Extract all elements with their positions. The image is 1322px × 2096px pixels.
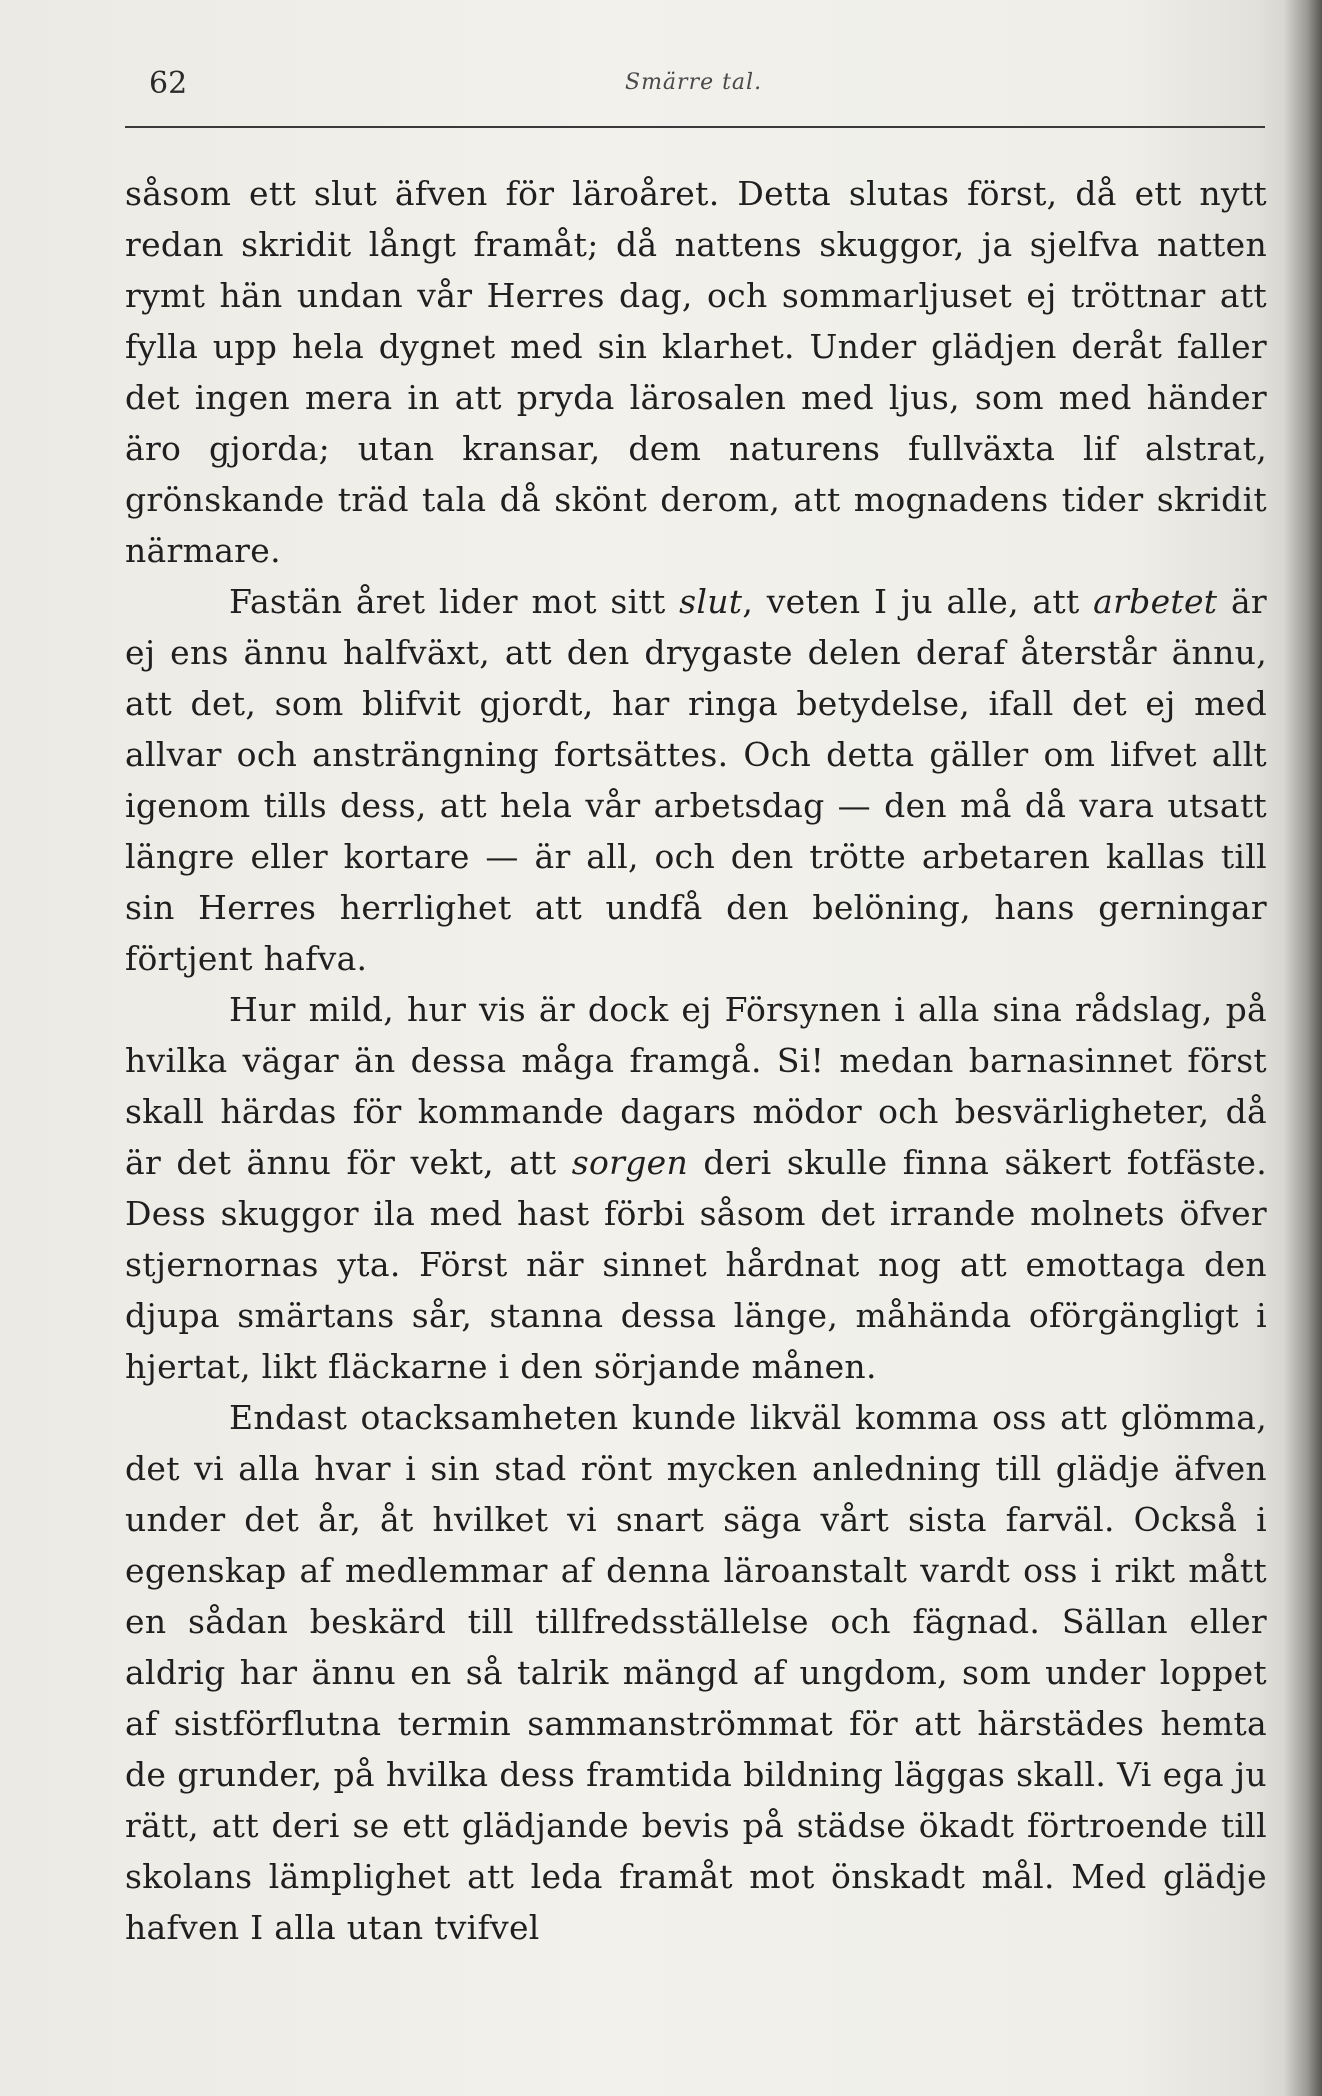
page-header: [125, 66, 1265, 106]
italic-word: slut: [679, 582, 743, 621]
text-segment: är ej ens ännu halfväxt, att den drygaste delen deraf återstår ännu, att det, som blifvit gjordt, har ringa betydelse, ifall det ej med allvar och ansträngning fortsättes. Och detta gäller om lifvet allt igenom tills dess, att hela vår arbetsdag — den må då vara utsatt längre eller kortare — är all, och den trötte arbetaren kallas till sin Herres herrlighet att undfå den belöning, hans gerningar förtjent hafva.: [125, 582, 1267, 978]
text-segment: deri skulle finna säkert fotfäste. Dess skuggor ila med hast förbi såsom det irrande molnets öfver stjernornas yta. Först när sinnet hårdnat nog att emottaga den djupa smärtans sår, stanna dessa länge, måhända oförgängligt i hjertat, likt fläckarne i den sörjande månen.: [125, 1143, 1267, 1386]
page-number: 62: [149, 66, 188, 101]
text-segment: , veten I ju alle, att: [742, 582, 1094, 621]
text-segment: Fastän året lider mot sitt: [229, 582, 680, 621]
italic-word: sorgen: [571, 1143, 689, 1182]
body-text: [125, 168, 1267, 1953]
running-head: Smärre tal.: [625, 70, 763, 95]
paragraph: [125, 168, 1267, 576]
text-segment: såsom ett slut äfven för läroåret. Detta slutas först, då ett nytt redan skridit långt framåt; då nattens skuggor, ja sjelfva natten rymt hän undan vår Herres dag, och sommarljuset ej tröttnar att fylla upp hela dygnet med sin klarhet. Under glädjen deråt faller det ingen mera in att pryda lärosalen med ljus, som med händer äro gjorda; utan kransar, dem naturens fullväxta lif alstrat, grönskande träd tala då skönt derom, att mognadens tider skridit närmare.: [125, 174, 1267, 570]
header-rule: [125, 126, 1265, 128]
spine-shadow: [1284, 0, 1322, 2096]
paragraph: [125, 1392, 1267, 1953]
text-segment: Endast otacksamheten kunde likväl komma oss att glömma, det vi alla hvar i sin stad rönt mycken anledning till glädje äfven under det år, åt hvilket vi snart säga vårt sista farväl. Också i egenskap af medlemmar af denna läroanstalt vardt oss i rikt mått en sådan beskärd till tillfredsställelse och fägnad. Sällan eller aldrig har ännu en så talrik mängd af ungdom, som under loppet af sistförflutna termin sammanströmmat för att härstädes hemta de grunder, på hvilka dess framtida bildning läggas skall. Vi ega ju rätt, att deri se ett glädjande bevis på städse ökadt förtroende till skolans lämplighet att leda framåt mot önskadt mål. Med glädje hafven I alla utan tvifvel: [125, 1398, 1267, 1947]
paragraph: [125, 576, 1267, 984]
italic-word: arbetet: [1093, 582, 1218, 621]
text-segment: Hur mild, hur vis är dock ej Försynen i alla sina rådslag, på hvilka vägar än dessa måga framgå. Si! medan barnasinnet först skall härdas för kommande dagars mödor och besvärligheter, då är det ännu för vekt, att: [125, 990, 1267, 1182]
paragraph: [125, 984, 1267, 1392]
